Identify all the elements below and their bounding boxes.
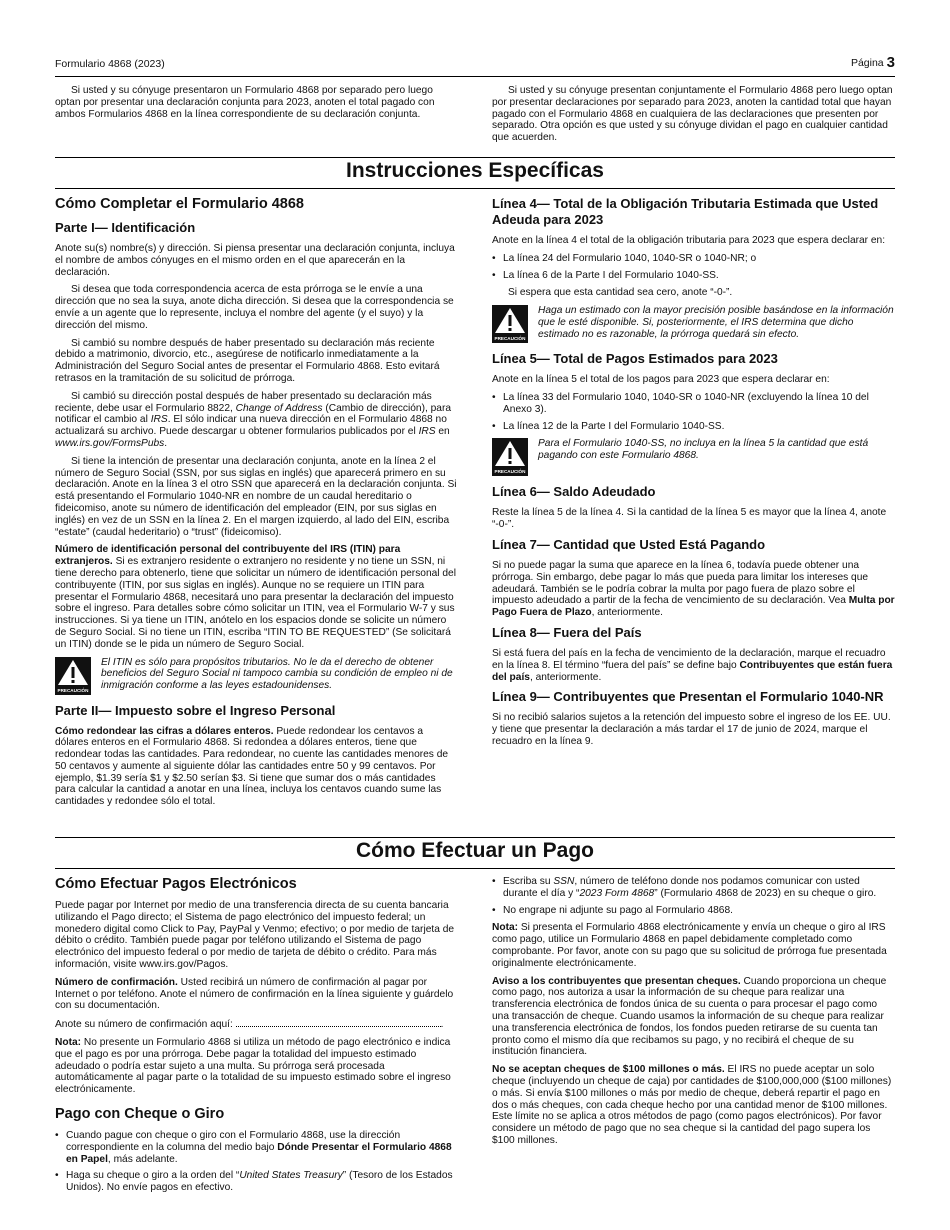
caution-itin: [55, 657, 458, 695]
svg-text:PRECAUCIÓN: PRECAUCIÓN: [494, 336, 526, 342]
instructions-left: [55, 196, 458, 814]
line5-text: Anote en la línea 5 el total de los pagos para 2023 que espera declarar en:: [492, 374, 830, 386]
payment-right: [492, 876, 895, 1200]
line7-text: Si no puede pagar la suma que aparece en la línea 6, todavía puede obtener una prórroga. Sin embargo, debe pagar lo más que pueda para limitar los intereses que adeudará. También se le podría cobrar la multa por pago fuera de plazo sobre el impuesto adeudado a partir de la fecha de vencimiento de su declaración. Vea Multa por Pago Fuera de Plazo, anteriormente.: [492, 559, 895, 619]
check-list-continued: [492, 876, 895, 916]
line8-title: Línea 8— Fuera del País: [492, 624, 642, 640]
intro-left: Si usted y su cónyuge presentaron un Formulario 4868 por separado pero luego optan por presentar una declaración conjunta para 2023, anoten el total pagado con ambos Formularios 4868 en la línea correspondiente de su declaración conjunta.: [55, 85, 435, 120]
confirmation-paragraph: Número de confirmación. Usted recibirá un número de confirmación al pagar por Internet o por teléfono. Anote el número de confirmación en la línea siguiente y guárdelo con su documentación.: [55, 976, 454, 1012]
line4-zero: Si espera que esta cantidad sea cero, anote “-0-”.: [508, 287, 733, 299]
list-item: • Haga su cheque o giro a la orden del “United States Treasury” (Tesoro de los Estados Unidos). No envíe pagos en efectivo.: [55, 1170, 458, 1194]
intro-columns: [55, 85, 895, 150]
line5-list: [492, 392, 895, 432]
electronic-note: Nota: No presente un Formulario 4868 si utiliza un método de pago electrónico e indica que el pago es por una prórroga. Debe pagar la totalidad del impuesto estimado adeudado o podría estar sujeto a una multa. Su prórroga será procesada automáticamente al pagar parte o la totalidad de su impuesto estimado sobre el ingreso electrónicamente.: [55, 1036, 451, 1096]
page-indicator: [851, 54, 895, 71]
line4-list: [492, 253, 895, 282]
line4-text: Anote en la línea 4 el total de la obligación tributaria para 2023 que espera declarar en:: [492, 235, 886, 246]
line4-title: Línea 4— Total de la Obligación Tributaria Estimada que Usted Adeuda para 2023: [492, 196, 879, 227]
list-item: • Escriba su SSN, número de teléfono donde nos podamos comunicar con usted durante el día y “2023 Form 4868” (Formulario 4868 de 2023) en su cheque o giro.: [492, 876, 895, 900]
caution-icon: [55, 657, 91, 695]
payment-columns: [55, 876, 895, 1200]
payment-left: [55, 876, 458, 1200]
list-item: • No engrape ni adjunte su pago al Formulario 4868.: [492, 905, 895, 917]
line9-text: Si no recibió salarios sujetos a la retención del impuesto sobre el ingreso de los EE. UU. y tiene que presentar la declaración a más tardar el 17 de junio de 2024, marque el recuadro en la línea 9.: [492, 712, 891, 747]
section-title: Cómo Efectuar un Pago: [355, 839, 595, 862]
running-header: [55, 54, 895, 77]
part1-p5: Si tiene la intención de presentar una declaración conjunta, anote en la línea 2 el número de Seguro Social (SSN, por sus siglas en inglés) que aparecerá primero en su declaración. Anote en la línea 3 el otro SSN que aparecerá en la declaración conjunta. Si está presentando el Formulario 1040-NR en nombre de un caudal hereditario o fideicomiso, anote su número de identificación del empleador (EIN, por sus siglas en inglés) en vez de un SSN en la línea 2. En el margen izquierdo, al lado del EIN, escriba “estate” (caudal hederitario) o “trust” (fideicomiso).: [55, 455, 457, 538]
page-number: 3: [886, 54, 895, 71]
check-list: [55, 1130, 458, 1194]
intro-right: Si usted y su cónyuge presentan conjuntamente el Formulario 4868 pero luego optan por presentar declaraciones por separado para 2023, anoten la cantidad total que hayan pagado con el Formulario 4868 en cualquiera de las declaraciones que presenten por separado. Otra opción es que usted y su cónyuge dividan el pago en cualquier cantidad que acuerden.: [492, 85, 893, 144]
caution-icon: [492, 438, 528, 476]
caution-estimate-text: Haga un estimado con la mayor precisión posible basándose en la información que le esté disponible. Si, posteriormente, el IRS determina que dicho estimado no es razonable, la prórroga quedará sin efecto.: [538, 305, 894, 340]
list-item: • La línea 6 de la Parte I del Formulario 1040-SS.: [492, 270, 895, 282]
list-item: • La línea 33 del Formulario 1040, 1040-SR o 1040-NR (excluyendo la línea 10 del Anexo 3).: [492, 392, 895, 416]
part1-p1: Anote su(s) nombre(s) y dirección. Si piensa presentar una declaración conjunta, incluya el nombre de ambos cónyuges en el mismo orden en el que aparecerán en la declaración.: [55, 243, 455, 278]
caution-estimate: [492, 305, 895, 343]
check-payment-heading: Pago con Cheque o Giro: [55, 1105, 225, 1122]
list-item: • Cuando pague con cheque o giro con el Formulario 4868, use la dirección correspondiente en la columna del medio bajo Dónde Presentar el Formulario 4868 en Papel, más adelante.: [55, 1130, 458, 1165]
part2-title: Parte II— Impuesto sobre el Ingreso Personal: [55, 702, 336, 718]
check-limit: No se aceptan cheques de $100 millones o más. El IRS no puede aceptar un solo cheque (incluyendo un cheque de caja) por cantidades de $100,000,000 ($100 millones) o más. Si envía $100 millones o más por medio de cheque, deberá repartir el pago en dos o más cheques, con cada cheque hecho por una cantidad menor de $100 millones. Este límite no se aplica a otros métodos de pago (como pagos electrónicos). Por favor considere un método de pago que no sea cheque si la cantidad del pago supera los $100 millones.: [492, 1064, 892, 1146]
form-title: Formulario 4868 (2023): [55, 58, 165, 70]
caution-icon: [492, 305, 528, 343]
line8-text: Si está fuera del país en la fecha de vencimiento de la declaración, marque el recuadro en la línea 8. El término “fuera del país” se define bajo Contribuyentes que están fuera del país, anteriormente.: [492, 647, 893, 683]
part1-title: Parte I— Identificación: [55, 220, 196, 235]
section-specific-instructions: [55, 157, 895, 189]
svg-text:PRECAUCIÓN: PRECAUCIÓN: [57, 687, 89, 693]
line6-text: Reste la línea 5 de la línea 4. Si la cantidad de la línea 5 es mayor que la línea 4, anote “-0-”.: [492, 507, 887, 531]
part1-p2: Si desea que toda correspondencia acerca de esta prórroga se le envíe a una dirección que no sea la suya, anote dicha dirección. Si desea que la correspondencia se envíe a un agente que lo represente, incluya el nombre del agente (y el suyo) y la dirección del mismo.: [55, 284, 454, 331]
list-item: • La línea 12 de la Parte I del Formulario 1040-SS.: [492, 421, 895, 433]
instructions-right: [492, 196, 895, 814]
confirmation-line: Anote su número de confirmación aquí: .: [55, 1019, 444, 1031]
electronic-payments-text: Puede pagar por Internet por medio de una transferencia directa de su cuenta bancaria utilizando el Pago directo; el Sistema de pago electrónico del impuesto federal; un monedero digital como Click to Pay, PayPal y Venmo; efectivo; o por medio de tarjeta de débito o crédito. También puede pagar por teléfono utilizando el Sistema de pago electrónico del impuesto federal o por medio de tarjeta de débito o crédito. Para más información, visite www.irs.gov/Pagos.: [55, 900, 455, 970]
svg-text:PRECAUCIÓN: PRECAUCIÓN: [494, 469, 526, 475]
how-to-complete-heading: Cómo Completar el Formulario 4868: [55, 196, 304, 212]
caution-1040ss-text: Para el Formulario 1040-SS, no incluya en la línea 5 la cantidad que está pagando con este Formulario 4868.: [538, 438, 869, 462]
rounding-paragraph: Cómo redondear las cifras a dólares enteros. Puede redondear los centavos a dólares enteros en el Formulario 4868. Si redondea a dólares enteros, tiene que redondear todas las cantidades. Para redondear, no cuente las cantidades menores de 50 centavos y aumente al siguiente dólar las cantidades entre 50 y 99 centavos. Por ejemplo, $1.39 sería $1 y $2.50 serían $3. Si tiene que sumar dos o más cantidades para calcular la cantidad a anotar en una línea, incluya los centavos cuando sume las cantidades y redondee sólo el total.: [55, 725, 449, 808]
section-title: Instrucciones Específicas: [346, 159, 604, 182]
list-item: • La línea 24 del Formulario 1040, 1040-SR o 1040-NR; o: [492, 253, 895, 265]
part1-p4: Si cambió su dirección postal después de haber presentado su declaración más reciente, debe usar el Formulario 8822, Change of Address (Cambio de dirección), para notificar el cambio al IRS. El sólo indicar una nueva dirección en el Formulario 4868 no actualizará su archivo. Puede descargar u obtener formularios publicados por el IRS en www.irs.gov/FormsPubs.: [55, 390, 452, 449]
check-notice: Aviso a los contribuyentes que presentan cheques. Cuando proporciona un cheque como pago, nos autoriza a usar la información de su cheque para realizar una transferencia electrónica de fondos única de su cuenta o para procesar el pago como una transacción de cheque. Cuando usamos la información de su cheque para realizar una transferencia electrónica de fondos, los fondos pueden retirarse de su cuenta tan pronto como el mismo día que recibamos su pago, y no recibirá el cheque de su institución financiera.: [492, 975, 887, 1058]
confirmation-number-field[interactable]: [236, 1018, 441, 1027]
line7-title: Línea 7— Cantidad que Usted Está Pagando: [492, 536, 766, 552]
electronic-payments-heading: Cómo Efectuar Pagos Electrónicos: [55, 876, 297, 892]
section-how-to-pay: [55, 837, 895, 869]
paper-note: Nota: Si presenta el Formulario 4868 electrónicamente y envía un cheque o giro al IRS como pago, utilice un Formulario 4868 en papel debidamente completado como comprobante. Por favor, anote con su pago que su solicitud de prórroga fue presentada originalmente electrónicamente.: [492, 922, 887, 969]
line9-title: Línea 9— Contribuyentes que Presentan el Formulario 1040-NR: [492, 689, 884, 705]
caution-itin-text: El ITIN es sólo para propósitos tributarios. No le da el derecho de obtener beneficios del Seguro Social ni tampoco cambia su condición de empleo ni de inmigración conforme a las leyes estadounidenses.: [101, 656, 453, 692]
page-label: Página: [850, 57, 884, 69]
instructions-columns: [55, 196, 895, 814]
part1-p3: Si cambió su nombre después de haber presentado su declaración más reciente debido a matrimonio, divorcio, etc., asegúrese de notificarlo inmediatamente a la Administración del Seguro Social antes de presentar el Formulario 4868. Esto evitará retrasos en la tramitación de su solicitud de prórroga.: [55, 337, 440, 384]
caution-1040ss: [492, 438, 895, 476]
line5-title: Línea 5— Total de Pagos Estimados para 2023: [492, 351, 778, 367]
itin-paragraph: Número de identificación personal del contribuyente del IRS (ITIN) para extranjeros. Si es extranjero residente o extranjero no residente y no tiene un SSN, ni tiene derecho para obtenerlo, tiene que solicitar un número de identificación personal del contribuyente (ITIN, por sus siglas en inglés). Aunque no se requiere un ITIN para presentar el Formulario 4868, necesitará uno para presentar la declaración del impuesto sobre el ingreso. Para detalles sobre cómo solicitar un ITIN, vea el Formulario W-7 y sus instrucciones. Si ya tiene un ITIN, anótelo en los espacios donde se solicite un número de Seguro Social. Si no tiene un ITIN, escriba “ITIN TO BE REQUESTED” (Se solicitará un ITIN) donde se le pida un número de Seguro Social.: [55, 544, 456, 650]
line6-title: Línea 6— Saldo Adeudado: [492, 484, 656, 500]
